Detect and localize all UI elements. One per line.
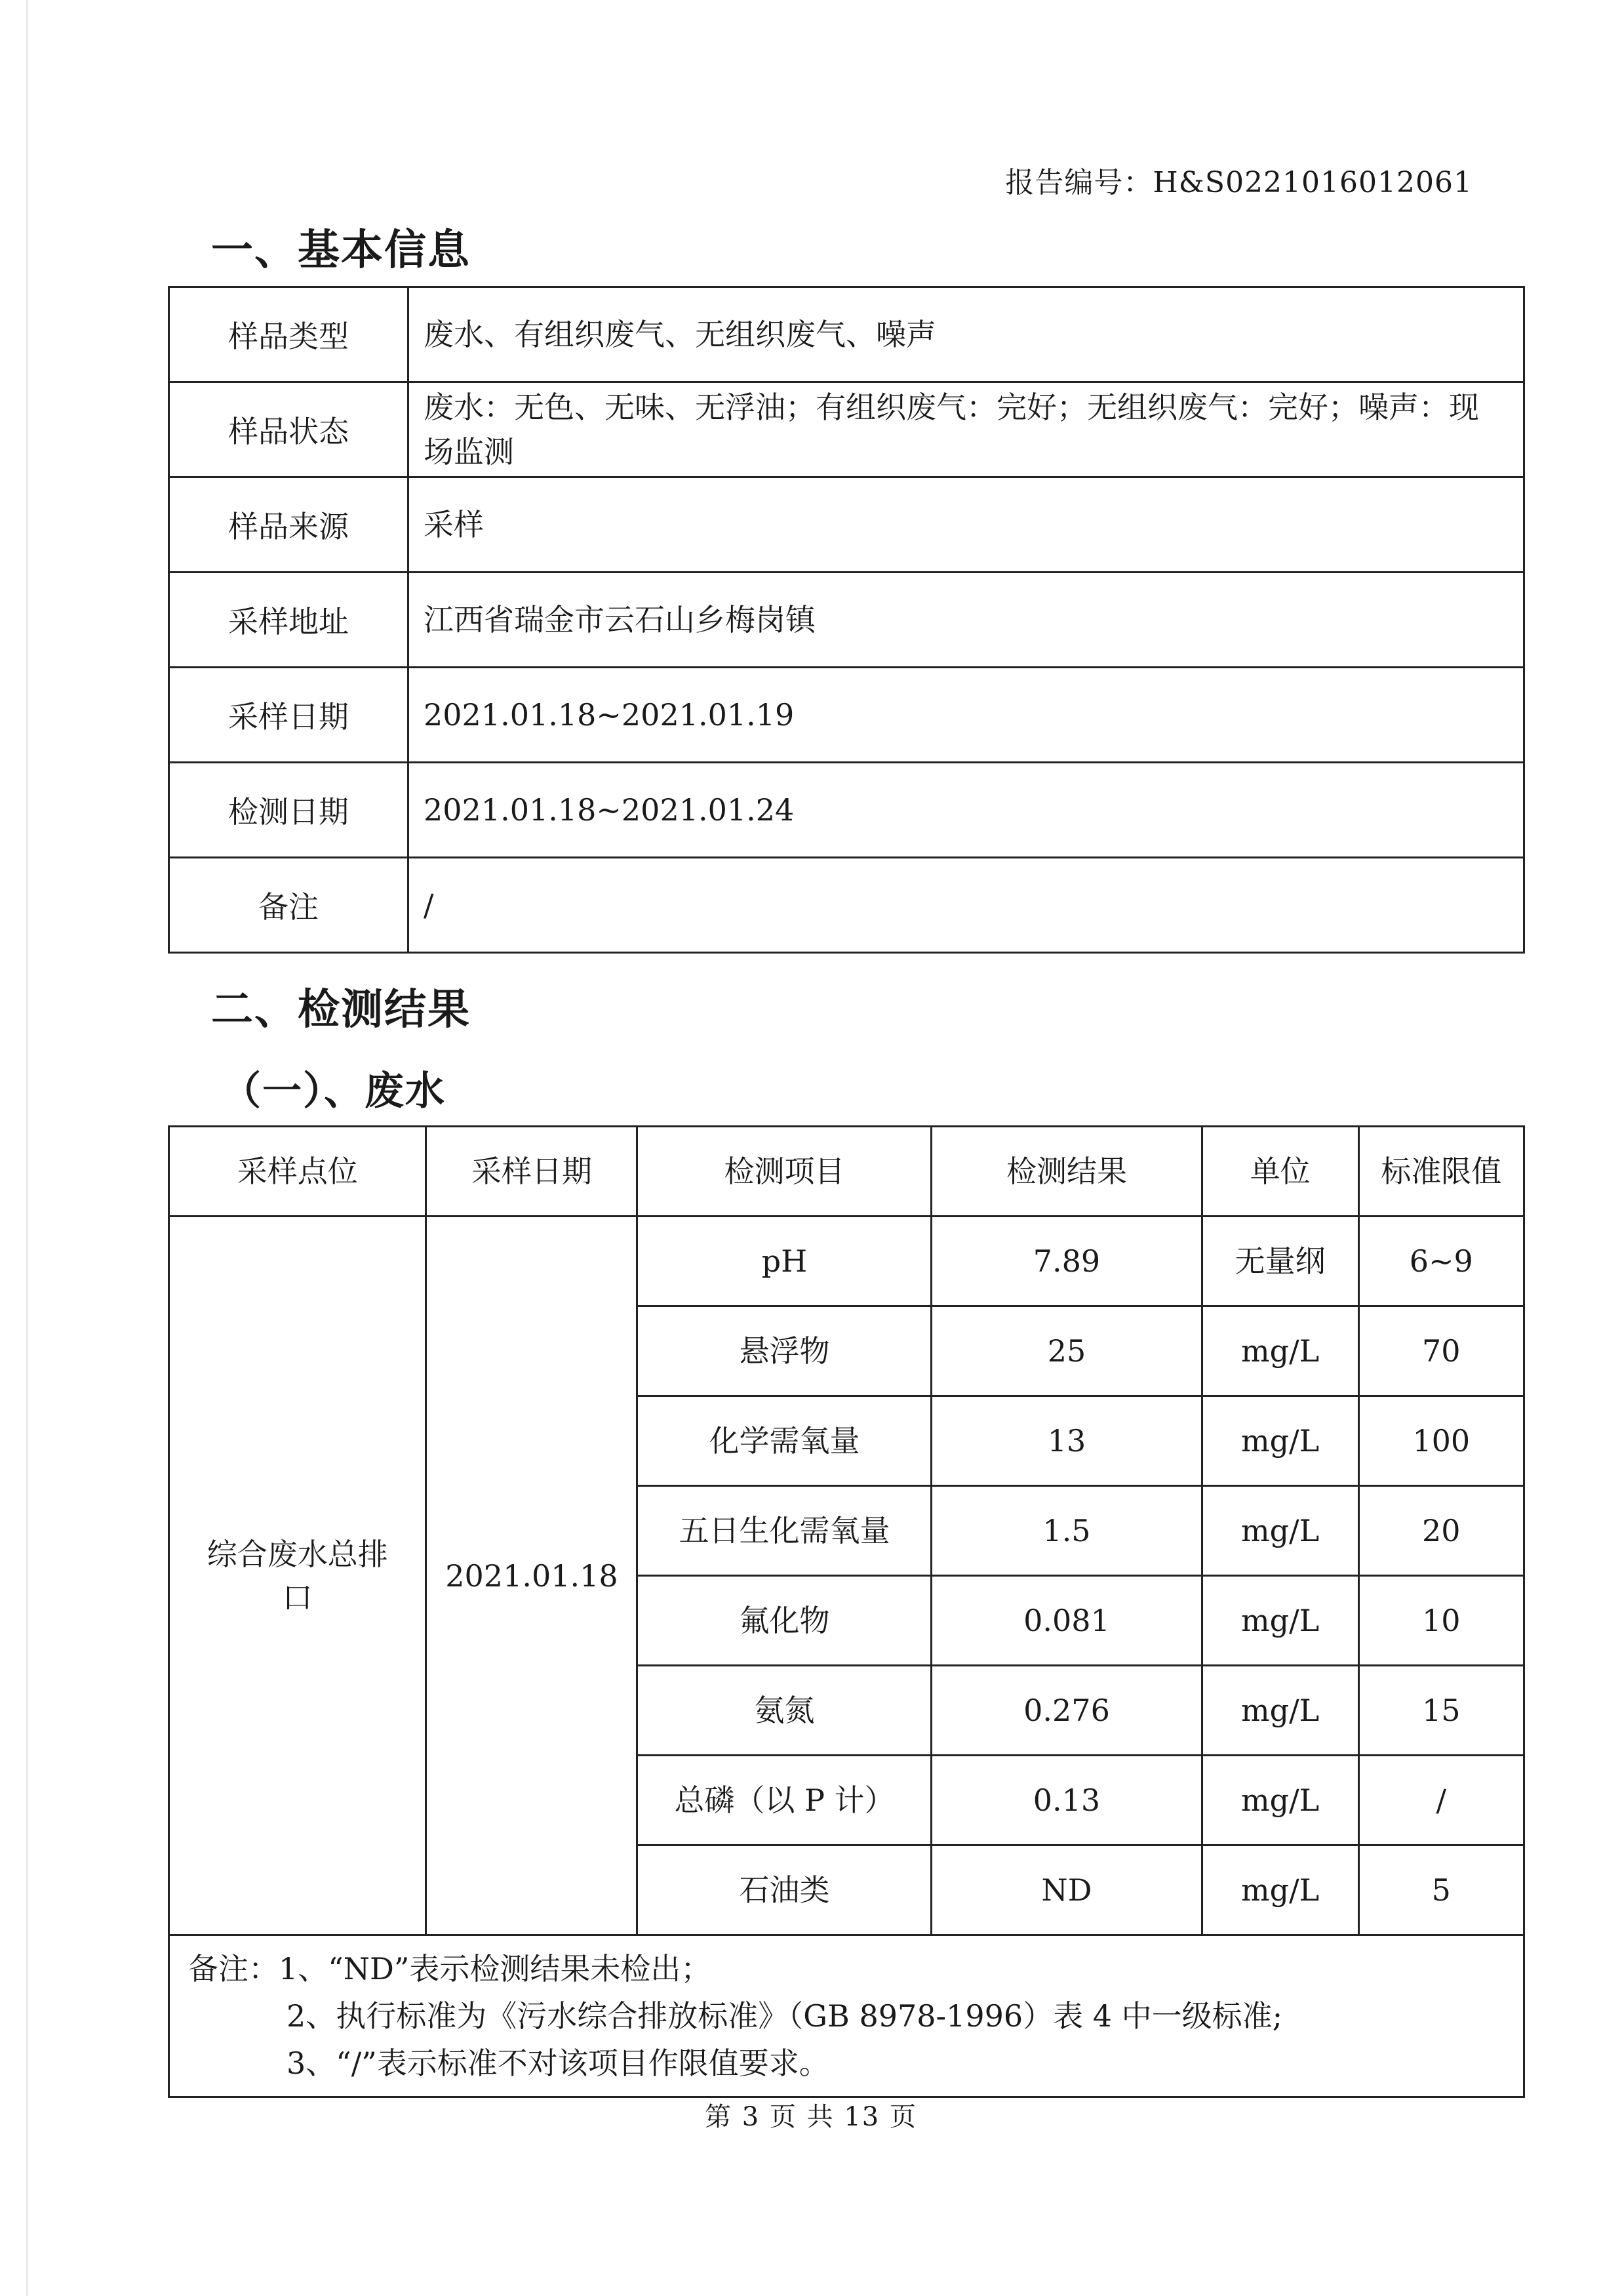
unit-cell: mg/L <box>1202 1306 1358 1396</box>
table-row <box>169 573 1524 668</box>
result-cell: 25 <box>932 1306 1202 1396</box>
value-cell: 废水、有组织废气、无组织废气、噪声 <box>408 287 1524 382</box>
limit-cell: / <box>1358 1756 1524 1845</box>
table-notes-row <box>169 1935 1524 2097</box>
unit-cell: mg/L <box>1202 1666 1358 1756</box>
header-cell-unit: 单位 <box>1202 1127 1358 1217</box>
item-cell: pH <box>637 1217 932 1306</box>
unit-cell: mg/L <box>1202 1756 1358 1845</box>
note-line: 2、执行标准为《污水综合排放标准》（GB 8978-1996）表 4 中一级标准; <box>287 1998 1283 2034</box>
unit-cell: 无量纲 <box>1202 1217 1358 1306</box>
notes-cell <box>169 1935 1524 2097</box>
item-cell: 氨氮 <box>637 1666 932 1756</box>
limit-cell: 100 <box>1358 1396 1524 1486</box>
table-row <box>169 668 1524 763</box>
limit-cell: 6~9 <box>1358 1217 1524 1306</box>
value-cell: 江西省瑞金市云石山乡梅岗镇 <box>408 573 1524 668</box>
report-number: 报告编号：H&S0221016012061 <box>1005 166 1473 199</box>
item-cell: 化学需氧量 <box>637 1396 932 1486</box>
header-cell-site: 采样点位 <box>169 1127 426 1217</box>
value-cell: 采样 <box>408 477 1524 573</box>
table-row <box>169 858 1524 953</box>
item-cell: 氟化物 <box>637 1576 932 1666</box>
table-row <box>169 287 1524 382</box>
header-cell-limit: 标准限值 <box>1358 1127 1524 1217</box>
label-cell: 样品状态 <box>169 382 408 477</box>
item-cell: 五日生化需氧量 <box>637 1486 932 1576</box>
page-footer: 第 3 页 共 13 页 <box>705 2102 917 2132</box>
unit-cell: mg/L <box>1202 1396 1358 1486</box>
result-cell: 0.081 <box>932 1576 1202 1666</box>
result-cell: 13 <box>932 1396 1202 1486</box>
site-cell: 综合废水总排口 <box>169 1217 426 1935</box>
label-cell: 检测日期 <box>169 763 408 858</box>
label-cell: 采样地址 <box>169 573 408 668</box>
section-title-basic-info: 一、基本信息 <box>211 226 471 275</box>
item-cell: 总磷（以 P 计） <box>637 1756 932 1845</box>
label-cell: 备注 <box>169 858 408 953</box>
value-cell: 废水：无色、无味、无浮油；有组织废气：完好；无组织废气：完好；噪声：现场监测 <box>408 382 1524 477</box>
label-cell: 样品来源 <box>169 477 408 573</box>
section-title-results: 二、检测结果 <box>211 986 471 1034</box>
limit-cell: 70 <box>1358 1306 1524 1396</box>
header-cell-item: 检测项目 <box>637 1127 932 1217</box>
limit-cell: 5 <box>1358 1845 1524 1935</box>
note-line: 3、“/”表示标准不对该项目作限值要求。 <box>287 2045 829 2081</box>
subsection-title-wastewater: （一）、废水 <box>222 1068 446 1114</box>
table-row <box>169 1217 1524 1306</box>
table-row <box>169 763 1524 858</box>
result-cell: 1.5 <box>932 1486 1202 1576</box>
value-cell: / <box>408 858 1524 953</box>
result-cell: 0.276 <box>932 1666 1202 1756</box>
item-cell: 悬浮物 <box>637 1306 932 1396</box>
limit-cell: 15 <box>1358 1666 1524 1756</box>
label-cell: 采样日期 <box>169 668 408 763</box>
item-cell: 石油类 <box>637 1845 932 1935</box>
result-cell: ND <box>932 1845 1202 1935</box>
table-row <box>169 382 1524 477</box>
table-row <box>169 477 1524 573</box>
result-cell: 0.13 <box>932 1756 1202 1845</box>
value-cell: 2021.01.18~2021.01.19 <box>408 668 1524 763</box>
limit-cell: 10 <box>1358 1576 1524 1666</box>
table-header-row <box>169 1127 1524 1217</box>
limit-cell: 20 <box>1358 1486 1524 1576</box>
unit-cell: mg/L <box>1202 1486 1358 1576</box>
label-cell: 样品类型 <box>169 287 408 382</box>
wastewater-results-table <box>168 1125 1525 2098</box>
header-cell-result: 检测结果 <box>932 1127 1202 1217</box>
unit-cell: mg/L <box>1202 1576 1358 1666</box>
result-cell: 7.89 <box>932 1217 1202 1306</box>
unit-cell: mg/L <box>1202 1845 1358 1935</box>
header-cell-date: 采样日期 <box>426 1127 637 1217</box>
basic-info-table <box>168 286 1525 954</box>
note-line: 备注：1、“ND”表示检测结果未检出； <box>188 1951 711 1986</box>
date-cell: 2021.01.18 <box>426 1217 637 1935</box>
scan-edge <box>26 0 28 2296</box>
value-cell: 2021.01.18~2021.01.24 <box>408 763 1524 858</box>
